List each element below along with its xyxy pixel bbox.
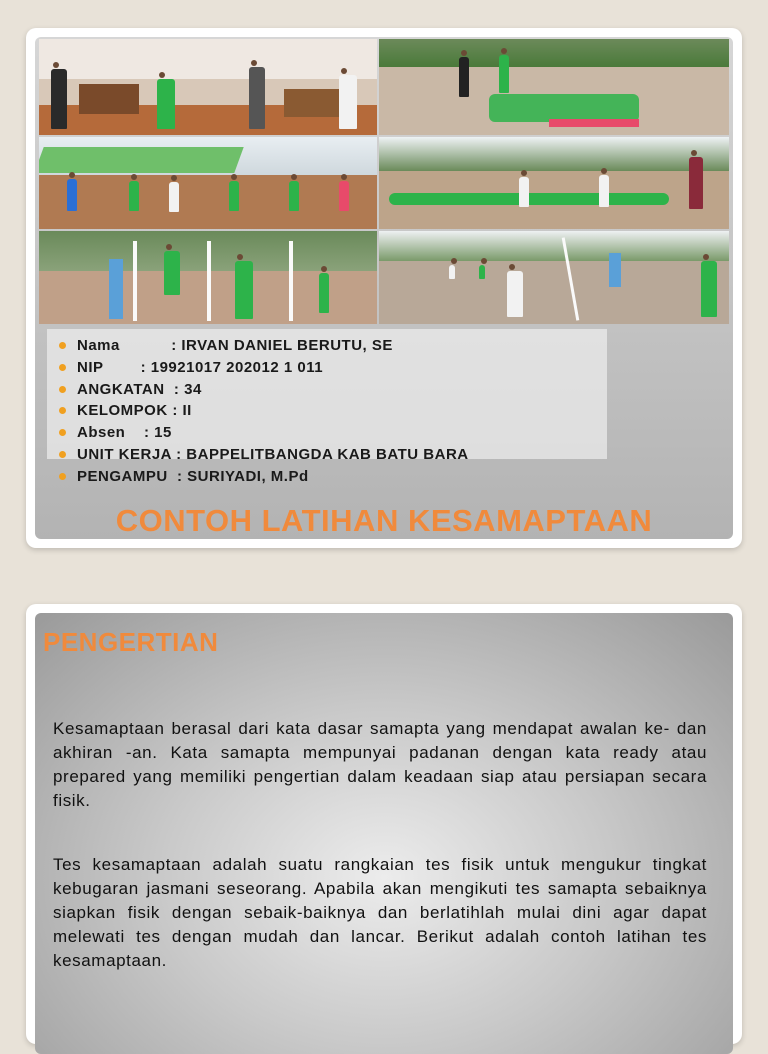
info-nama: Nama : IRVAN DANIEL BERUTU, SE <box>77 335 607 357</box>
participant-info-list <box>47 329 607 488</box>
photo-office-checkup <box>39 39 377 135</box>
info-nip: NIP : 19921017 202012 1 011 <box>77 357 607 379</box>
slide-1-content <box>35 37 733 539</box>
info-kelompok: KELOMPOK : II <box>77 400 607 422</box>
slide-1 <box>26 28 742 548</box>
photo-running-field <box>379 231 729 324</box>
photo-pushup-field <box>379 39 729 135</box>
info-pengampu: PENGAMPU : SURIYADI, M.Pd <box>77 466 607 488</box>
participant-info-box <box>47 329 607 485</box>
slide-1-title: CONTOH LATIHAN KESAMAPTAAN <box>115 503 653 538</box>
photo-pullup-bar <box>39 231 377 324</box>
paragraph-test-description: Tes kesamaptaan adalah suatu rangkaian tes fisik untuk mengukur tingkat kebugaran jasmani seseorang. Apabila akan mengikuti tes samapta sebaiknya siapkan fisik dengan sebaik-baiknya dan berlatihlah mulai dini agar dapat melewati tes dengan mudah dan lancar. Berikut adalah contoh latihan tes kesamaptaan. <box>53 855 707 970</box>
info-angkatan: ANGKATAN : 34 <box>77 379 607 401</box>
slide-2-content <box>35 613 733 1054</box>
info-unit-kerja: UNIT KERJA : BAPPELITBANGDA KAB BATU BARA <box>77 444 607 466</box>
info-absen: Absen : 15 <box>77 422 607 444</box>
photo-collage <box>39 39 729 324</box>
paragraph-definition: Kesamaptaan berasal dari kata dasar samapta yang mendapat awalan ke- dan akhiran -an. Kata samapta mempunyai padanan dengan kata ready atau prepared yang memiliki pengertian dalam keadaan siap atau persiapan secara fisik. <box>53 719 707 810</box>
slide-2 <box>26 604 742 1044</box>
photo-stadium-run <box>39 137 377 229</box>
photo-plank-exercise <box>379 137 729 229</box>
slide-2-title: PENGERTIAN <box>43 627 219 657</box>
